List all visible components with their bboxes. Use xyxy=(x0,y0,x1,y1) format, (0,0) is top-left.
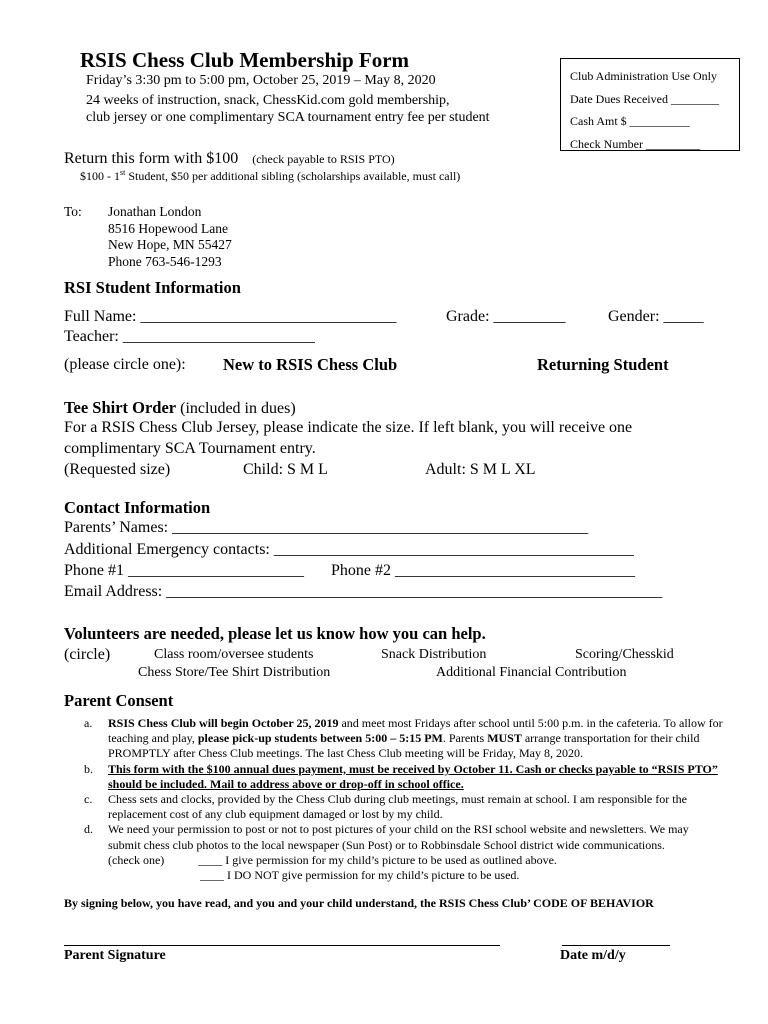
permission-deny-option[interactable]: ____ I DO NOT give permission for my child’s picture to be used. xyxy=(200,868,520,883)
consent-marker-c: c. xyxy=(84,792,93,807)
photo-deny-row xyxy=(84,868,724,883)
tshirt-heading: Tee Shirt Order xyxy=(64,398,177,417)
new-student-option[interactable]: New to RSIS Chess Club xyxy=(223,355,398,374)
consent-item-b xyxy=(84,762,724,792)
tshirt-heading-note: (included in dues) xyxy=(176,400,296,417)
includes-line-2: club jersey or one complimentary SCA tournament entry fee per student xyxy=(86,110,490,125)
admin-title: Club Administration Use Only xyxy=(570,69,717,83)
must-text: MUST xyxy=(487,731,522,746)
teacher-field[interactable]: Teacher: ________________________ xyxy=(64,328,315,345)
to-label: To: xyxy=(64,204,82,219)
parent-signature-label: Parent Signature xyxy=(64,948,166,963)
consent-heading: Parent Consent xyxy=(64,691,174,710)
returning-student-option[interactable]: Returning Student xyxy=(537,355,669,374)
child-size-options[interactable]: Child: S M L xyxy=(243,461,328,478)
address-phone: Phone 763-546-1293 xyxy=(108,253,222,269)
volunteer-classroom[interactable]: Class room/oversee students xyxy=(154,647,314,662)
dues-deadline: This form with the $100 annual dues payment, must be received by October 11. Cash or checks payable to “RSIS PTO” should be included. Mail to address above or drop-off in school office. xyxy=(108,761,718,791)
parents-names-field[interactable]: Parents’ Names: ____________________________________________________ xyxy=(64,519,589,536)
address-city: New Hope, MN 55427 xyxy=(108,237,232,252)
consent-a-text2: . Parents xyxy=(442,731,488,746)
tshirt-instruction-2: complimentary SCA Tournament entry. xyxy=(64,440,316,457)
consent-a-text1: and meet most Fridays after school until 5:00 p.m. in the cafeteria. To allow for teaching and play, xyxy=(108,716,723,746)
phone2-field[interactable]: Phone #2 ______________________________ xyxy=(331,562,635,579)
adult-size-options[interactable]: Adult: S M L XL xyxy=(425,461,536,478)
return-instruction xyxy=(64,150,395,168)
circle-one-label: (please circle one): xyxy=(64,356,186,373)
fee-rest: Student, $50 per additional sibling (scholarships available, must call) xyxy=(125,169,461,183)
grade-field[interactable]: Grade: _________ xyxy=(446,308,566,325)
address-street: 8516 Hopewood Lane xyxy=(108,220,228,236)
fee-prefix: $100 - 1 xyxy=(80,169,120,183)
club-start-date: RSIS Chess Club will begin October 25, 2019 xyxy=(108,716,339,730)
mailing-address xyxy=(108,204,232,270)
pickup-time: please pick-up students between 5:00 – 5:15 PM xyxy=(197,731,443,746)
fee-line xyxy=(80,168,460,184)
admin-use-box xyxy=(560,58,740,151)
volunteer-financial[interactable]: Additional Financial Contribution xyxy=(436,665,627,680)
phone1-field[interactable]: Phone #1 ______________________ xyxy=(64,562,304,579)
gender-field[interactable]: Gender: _____ xyxy=(608,308,704,325)
full-name-field[interactable]: Full Name: ________________________________ xyxy=(64,308,397,325)
volunteers-heading: Volunteers are needed, please let us know how you can help. xyxy=(64,624,486,643)
admin-date-dues: Date Dues Received ________ xyxy=(570,91,719,106)
photo-permission-text: We need your permission to post or not to post pictures of your child on the RSI school website and newsletters. We may submit chess club photos to the local newspaper (Sun Post) or to Robbinsdale School district wide communications. xyxy=(108,822,689,852)
admin-check-number: Check Number _________ xyxy=(570,136,700,151)
admin-cash-amt: Cash Amt $ __________ xyxy=(570,114,690,128)
consent-marker-b: b. xyxy=(84,761,93,776)
consent-a-text3: arrange transportation for their child PROMPTLY after Chess Club meetings. The last Chess Club meeting will be Friday, May 8, 2020. xyxy=(108,731,700,761)
return-main: Return this form with $100 xyxy=(64,150,239,167)
consent-marker-a: a. xyxy=(84,716,93,730)
requested-size-label: (Requested size) xyxy=(64,461,171,478)
fee-sup: st xyxy=(120,168,126,177)
tshirt-heading-line xyxy=(64,398,296,418)
photo-give-row xyxy=(84,853,724,868)
consent-item-d xyxy=(84,822,724,852)
consent-list xyxy=(84,716,724,883)
tshirt-instruction: For a RSIS Chess Club Jersey, please indicate the size. If left blank, you will receive one xyxy=(64,419,633,436)
date-label: Date m/d/y xyxy=(560,948,626,963)
address-name: Jonathan London xyxy=(108,204,202,219)
return-note: (check payable to RSIS PTO) xyxy=(252,152,395,166)
code-of-behavior-statement: By signing below, you have read, and you and your child understand, the RSIS Chess Club’ CODE OF BEHAVIOR xyxy=(64,896,654,910)
volunteer-scoring[interactable]: Scoring/Chesskid xyxy=(575,647,674,662)
volunteer-chess-store[interactable]: Chess Store/Tee Shirt Distribution xyxy=(138,665,331,680)
consent-marker-d: d. xyxy=(84,822,93,837)
form-title: RSIS Chess Club Membership Form xyxy=(80,48,410,72)
includes-line: 24 weeks of instruction, snack, ChessKid.com gold membership, xyxy=(86,93,450,108)
equipment-text: Chess sets and clocks, provided by the Chess Club during club meetings, must remain at school. I am responsible for the replacement cost of any club equipment damaged or lost by my child. xyxy=(108,792,687,822)
check-one-label: (check one) xyxy=(108,852,165,867)
circle-label: (circle) xyxy=(64,646,111,663)
parent-signature-line[interactable] xyxy=(64,945,500,946)
schedule-line: Friday’s 3:30 pm to 5:00 pm, October 25, 2019 – May 8, 2020 xyxy=(86,73,436,88)
contact-heading: Contact Information xyxy=(64,498,211,517)
date-line[interactable] xyxy=(562,945,670,946)
emergency-contacts-field[interactable]: Additional Emergency contacts: _____________________________________________ xyxy=(64,541,634,558)
permission-give-option[interactable]: ____ I give permission for my child’s picture to be used as outlined above. xyxy=(198,852,557,867)
consent-item-a xyxy=(84,716,724,762)
consent-item-c xyxy=(84,792,724,822)
volunteer-snack[interactable]: Snack Distribution xyxy=(381,647,487,662)
student-info-heading: RSI Student Information xyxy=(64,278,241,297)
email-field[interactable]: Email Address: ______________________________________________________________ xyxy=(64,583,663,600)
